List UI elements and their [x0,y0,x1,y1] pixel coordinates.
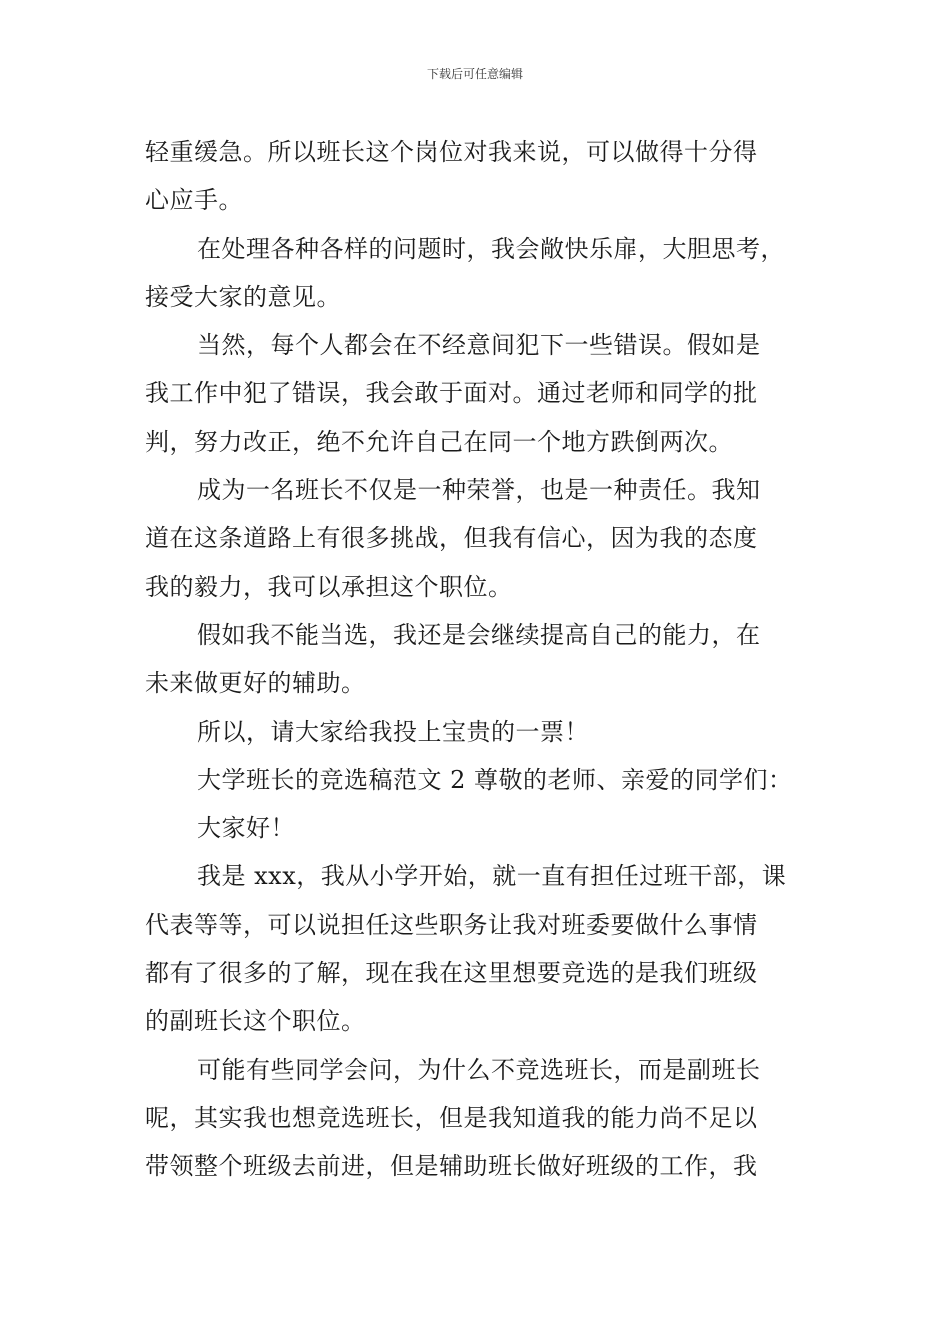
page-header-note: 下载后可任意编辑 [426,67,523,81]
text-line: 道在这条道路上有很多挑战，但我有信心，因为我的态度 [145,524,758,553]
text-line: 所以，请大家给我投上宝贵的一票！ [197,717,589,746]
text-line: 我的毅力，我可以承担这个职位。 [145,572,513,601]
text-line: 大家好！ [197,814,295,843]
text-line: 的副班长这个职位。 [145,1007,366,1036]
text-line: 带领整个班级去前进，但是辅助班长做好班级的工作，我 [145,1152,758,1181]
text-line: 呢，其实我也想竞选班长，但是我知道我的能力尚不足以 [145,1103,758,1132]
text-line: 当然，每个人都会在不经意间犯下一些错误。假如是 [197,331,761,360]
text-line: 我是 xxx，我从小学开始，就一直有担任过班干部，课 [197,862,787,891]
text-line: 未来做更好的辅助。 [145,669,366,698]
text-line: 都有了很多的了解，现在我在这里想要竞选的是我们班级 [145,959,758,988]
text-line: 代表等等，可以说担任这些职务让我对班委要做什么事情 [145,910,758,939]
text-line: 在处理各种各样的问题时，我会敞快乐扉，大胆思考， [197,234,785,263]
text-line: 我工作中犯了错误，我会敢于面对。通过老师和同学的批 [145,379,758,408]
text-line: 接受大家的意见。 [145,282,341,311]
text-line: 判，努力改正，绝不允许自己在同一个地方跌倒两次。 [145,427,733,456]
text-line: 可能有些同学会问，为什么不竞选班长，而是副班长 [197,1055,761,1084]
text-line: 假如我不能当选，我还是会继续提高自己的能力，在 [197,620,761,649]
text-line: 心应手。 [145,186,243,215]
text-line: 轻重缓急。所以班长这个岗位对我来说，可以做得十分得 [145,138,758,166]
document-body [145,128,825,1191]
text-line: 成为一名班长不仅是一种荣誉，也是一种责任。我知 [197,476,761,505]
text-line: 大学班长的竞选稿范文 2 尊敬的老师、亲爱的同学们： [197,765,793,794]
